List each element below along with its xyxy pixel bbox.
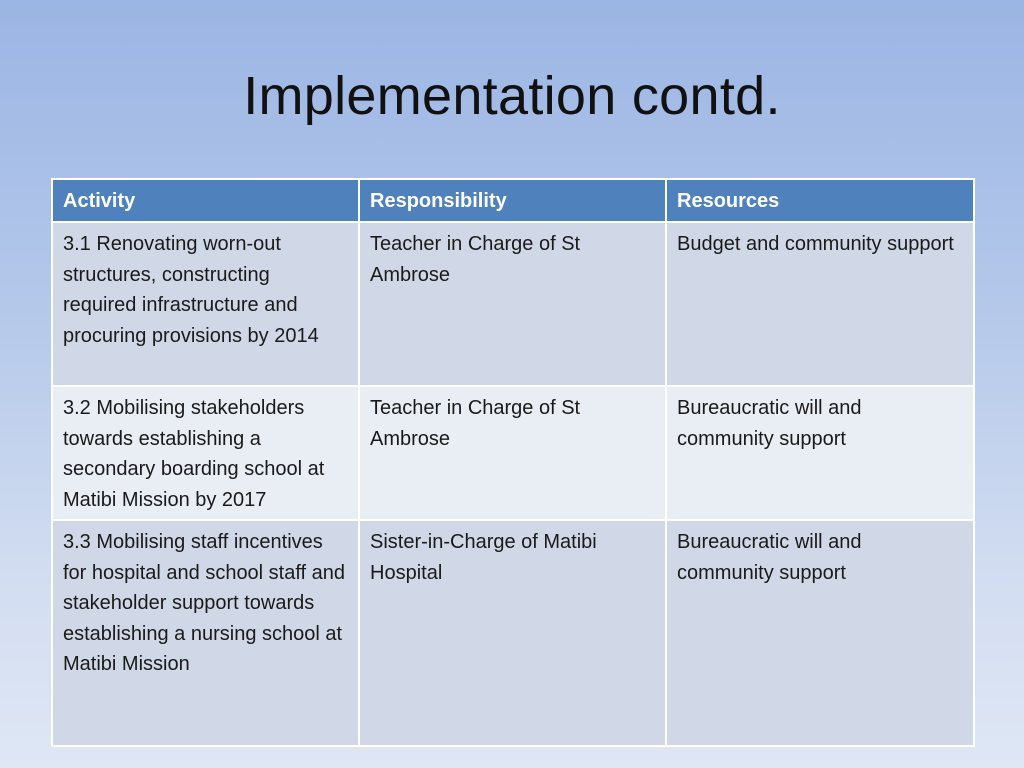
header-resources: Resources <box>666 179 974 222</box>
header-activity: Activity <box>52 179 359 222</box>
resources-cell: Bureaucratic will and community support <box>666 386 974 520</box>
table-header-row <box>52 179 974 222</box>
table-row <box>52 520 974 746</box>
implementation-table <box>51 178 975 747</box>
header-responsibility: Responsibility <box>359 179 666 222</box>
activity-cell: 3.2 Mobilising stakeholders towards establishing a secondary boarding school at Matibi Mission by 2017 <box>52 386 359 520</box>
responsibility-cell: Teacher in Charge of St Ambrose <box>359 386 666 520</box>
responsibility-cell: Sister-in-Charge of Matibi Hospital <box>359 520 666 746</box>
table-row <box>52 386 974 520</box>
resources-cell: Bureaucratic will and community support <box>666 520 974 746</box>
responsibility-cell: Teacher in Charge of St Ambrose <box>359 222 666 386</box>
table-row <box>52 222 974 386</box>
resources-cell: Budget and community support <box>666 222 974 386</box>
activity-cell: 3.3 Mobilising staff incentives for hospital and school staff and stakeholder support towards establishing a nursing school at Matibi Mission <box>52 520 359 746</box>
slide-title: Implementation contd. <box>243 66 781 126</box>
activity-cell: 3.1 Renovating worn-out structures, constructing required infrastructure and procuring provisions by 2014 <box>52 222 359 386</box>
